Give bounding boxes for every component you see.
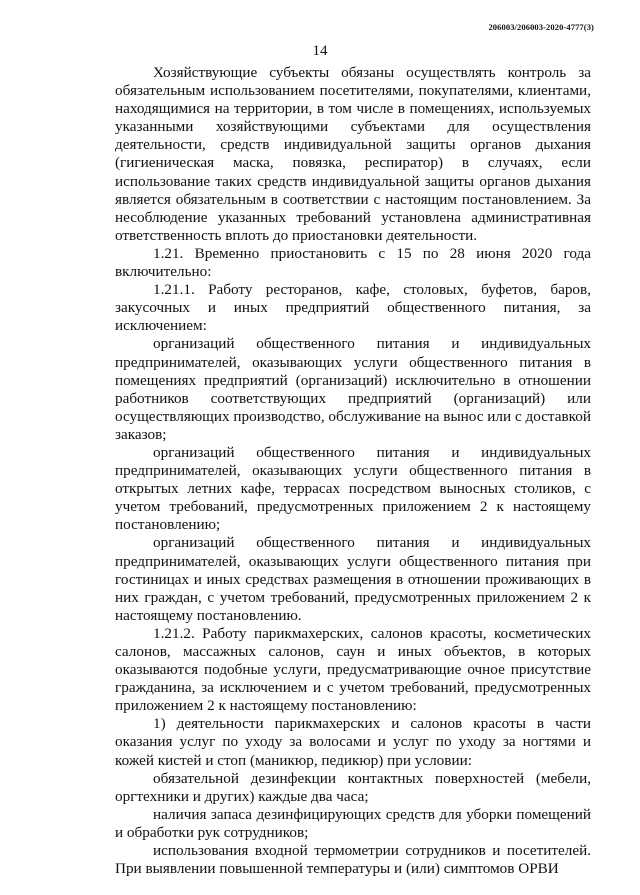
paragraph-exception-hotels: организаций общественного питания и индивидуальных предпринимателей, оказывающих услуги общественного питания при гостиницах и иных средствах размещения в отношении проживающих в них граждан, с учетом требований, предусмотренных приложением 2 к настоящему постановлению.	[115, 534, 591, 624]
paragraph-exception-summer-cafes: организаций общественного питания и индивидуальных предпринимателей, оказывающих услуги общественного питания в открытых летних кафе, террасах посредством выносных столиков, с учетом требований, предусмотренных приложением 2 к настоящему постановлению;	[115, 443, 591, 534]
paragraph-thermometry: использования входной термометрии сотрудников и посетителей. При выявлении повышенной температуры и (или) симптомов ОРВИ	[115, 842, 591, 878]
paragraph-item-1-hairdressers: 1) деятельности парикмахерских и салонов красоты в части оказания услуг по уходу за волосами и услуг по уходу за ногтями и кожей кистей и стоп (маникюр, педикюр) при условии:	[115, 715, 591, 769]
paragraph-control-obligation: Хозяйствующие субъекты обязаны осуществлять контроль за обязательным использованием посетителями, покупателями, клиентами, находящимися на территории, в том числе в помещениях, используемых указанными хозяйствующими субъектами для осуществления деятельности, средств индивидуальной защиты органов дыхания (гигиеническая маска, повязка, респиратор) в случаях, если использование таких средств индивидуальной защиты органов дыхания является обязательным в соответствии с настоящим постановлением. За несоблюдение указанных требований установлена административная ответственность вплоть до приостановки деятельности.	[115, 64, 591, 244]
paragraph-1-21-1: 1.21.1. Работу ресторанов, кафе, столовых, буфетов, баров, закусочных и иных предприятий общественного питания, за исключением:	[115, 281, 591, 335]
paragraph-disinfectant-supply: наличия запаса дезинфицирующих средств для уборки помещений и обработки рук сотрудников;	[115, 805, 591, 841]
document-body	[115, 64, 591, 878]
paragraph-exception-canteens: организаций общественного питания и индивидуальных предпринимателей, оказывающих услуги общественного питания в помещениях предприятий (организаций) исключительно в отношении работников соответствующих предприятий (организаций) или осуществляющих производство, обслуживание на вынос или с доставкой заказов;	[115, 335, 591, 443]
page-number: 14	[312, 43, 328, 59]
paragraph-disinfection: обязательной дезинфекции контактных поверхностей (мебели, оргтехники и других) каждые два часа;	[115, 769, 591, 805]
paragraph-1-21-2: 1.21.2. Работу парикмахерских, салонов красоты, косметических салонов, массажных салонов, саун и иных объектов, в которых оказываются подобные услуги, предусматривающие очное присутствие гражданина, за исключением и с учетом требований, предусмотренных приложением 2 к настоящему постановлению:	[115, 624, 591, 715]
document-registration-code: 206003/206003-2020-4777(3)	[488, 22, 594, 32]
paragraph-1-21: 1.21. Временно приостановить с 15 по 28 июня 2020 года включительно:	[115, 244, 591, 281]
